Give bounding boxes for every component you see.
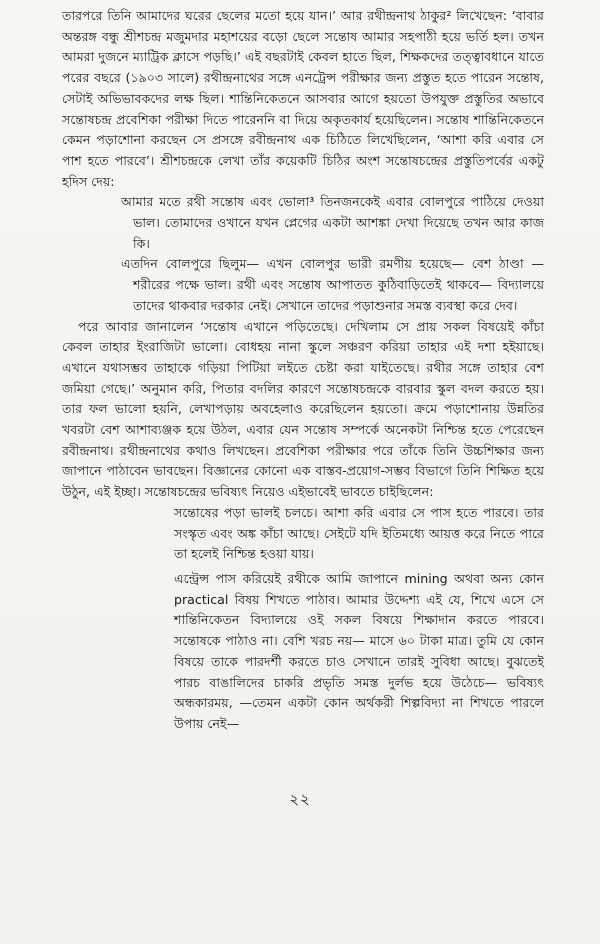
quote-2-line-1: সন্তোষের পড়া ভালই চলচে। আশা করি এবার সে পাস হতে পারবে। তার সংস্কৃত এবং অঙ্ক কাঁচা আছে। সেইটে যদি ইতিমধ্যে আয়ত্ত করে নিতে পারে তা হলেই নিশ্চিন্ত হওয়া যায়। [174,504,544,562]
letter-quote-1 [121,192,544,316]
quote-2-line-2: এন্ট্রেন্স পাস করিয়েই রথীকে আমি জাপানে mining অথবা অন্য কোন practical বিষয় শিখতে পাঠাব। আমার উদ্দেশ্য এই যে, শিখে এসে সে শান্তিনিকেতন বিদ্যালয়ে ওই সকল বিষয়ে শিক্ষাদান করতে পারবে। সন্তোষকে পাঠাও না। বেশি খরচ নয়— মাসে ৬০ টাকা মাত্র। তুমি যে কোন বিষয়ে তাকে পারদর্শী করতে চাও সেখানে তারই সুবিধা আছে। বুঝতেই পারচ বাঙালিদের চাকরি প্রভৃতি সমস্ত দুর্লভ হয়ে উঠেচে— ভবিষ্যৎ অন্ধকারময়, —তেমন একটা কোন অর্থকরী শিল্পবিদ্যা না শিখতে পারলে উপায় নেই— [174,570,544,731]
main-text [62,6,544,735]
quote-1-line-1: আমার মতে রথী সন্তোষ এবং ভোলা³ তিনজনকেই এবার বোলপুরে পাঠিয়ে দেওয়া ভাল। তোমাদের ওখানে যখন প্লেগের একটা আশঙ্কা দেখা দিয়েছে তখন আর কাজ কি। [121,194,544,251]
paragraph-2: পরে আবার জানালেন ‘সন্তোষ এখানে পড়িতেছে। দেখিলাম সে প্রায় সকল বিষয়েই কাঁচা কেবল তাহার ইংরাজিটা ভালো। বোধহয় নানা স্কুলে সঞ্চরণ করিয়া তাহার এই দশা হইয়াছে। এখানে যথাসম্ভব তাহাকে গড়িয়া পিটিয়া লইতে চেষ্টা করা যাইতেছে। রথীর সঙ্গে তাহার বেশ জমিয়া গেছে।’ অনুমান করি, পিতার বদলির কারণে সন্তোষচন্দ্রকে বারবার স্কুল বদল করতে হয়। তার ফল ভালো হয়নি, লেখাপড়ায় অবহেলাও করেছিলেন হয়তো। ক্রমে পড়াশোনায় উন্নতির খবরটা বেশ আশাব্যঞ্জক হয়ে উঠল, এবার যেন সন্তোষ সম্পর্কে অনেকটা নিশ্চিন্ত হতে পেরেছেন রবীন্দ্রনাথ। রথীন্দ্রনাথের কথাও লিখছেন। প্রবেশিকা পরীক্ষার পরে তাঁকে তিনি উচ্চশিক্ষার জন্য জাপানে পাঠাবেন ভাবছেন। বিজ্ঞানের কোনো এক বাস্তব-প্রয়োগ-সম্ভব বিভাগে তিনি শিক্ষিত হয়ে উঠুন, এই ইচ্ছা। সন্তোষচন্দ্রের ভবিষ্যৎ নিয়েও এইভাবেই ভাবতে চাইছিলেন: [62,318,544,500]
paragraph-1: তারপরে তিনি আমাদের ঘরের ছেলের মতো হয়ে যান।’ আর রথীন্দ্রনাথ ঠাকুর² লিখেছেন: ‘বাবার অন্তরঙ্গ বন্ধু শ্রীশচন্দ্র মজুমদার মহাশয়ের বড়ো ছেলে সন্তোষ আমার সহপাঠী হয়ে ভর্তি হল। তখন আমরা দুজনে ম্যাট্রিক ক্লাসে পড়ছি।’ এই বছরটাই কেবল হাতে ছিল, শিক্ষকদের তত্ত্বাবধানে যাতে পরের বছরে (১৯০৩ সালে) রথীন্দ্রনাথের সঙ্গে এনট্রেন্স পরীক্ষার জন্য প্রস্তুত হতে পারেন সন্তোষ, সেটাই অভিভাবকদের লক্ষ ছিল। শান্তিনিকেতনে আসবার আগে হয়তো উপযুক্ত প্রস্তুতির অভাবে সন্তোষচন্দ্র প্রবেশিকা পরীক্ষা দিতে পারেননি বা দিয়ে অকৃতকার্য হয়েছিলেন। সন্তোষ শান্তিনিকেতনে কেমন পড়াশোনা করছেন সে প্রসঙ্গে রবীন্দ্রনাথ এক চিঠিতে লিখেছিলেন, ‘আশা করি এবার সে পাশ হতে পারবে’। শ্রীশচন্দ্রকে লেখা তাঁর কয়েকটি চিঠির অংশ সন্তোষচন্দ্রের প্রস্তুতিপর্বের একটু হদিস দেয়: [62,8,544,189]
letter-quote-2 [174,503,544,735]
page-number: ২২ [289,790,311,808]
quote-1-line-2: এতদিন বোলপুরে ছিলুম— এখন বোলপুর ভারী রমণীয় হয়েছে— বেশ ঠাণ্ডা — শরীরের পক্ষে ভাল। রথী এবং সন্তোষ আপাতত কুঠিবাড়িতেই থাকবে— বিদ্যালয়ে তাদের থাকবার দরকার নেই। সেখানে তাদের পড়াশুনার সমস্ত ব্যবস্থা করে দেব। [121,256,544,313]
